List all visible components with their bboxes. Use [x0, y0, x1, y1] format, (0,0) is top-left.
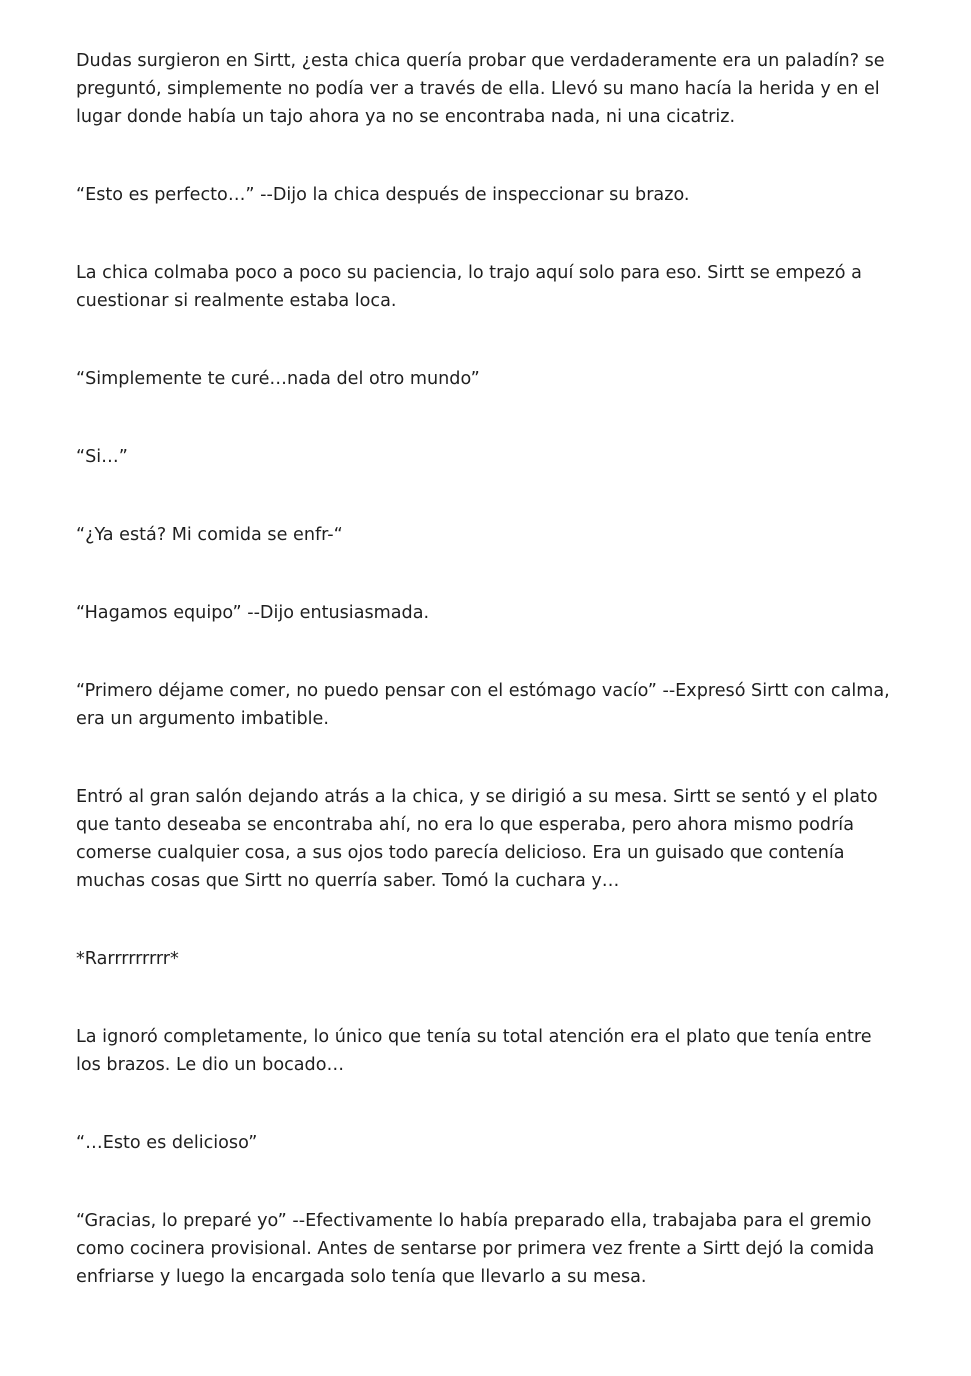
paragraph-12: “…Esto es delicioso”: [76, 1133, 258, 1153]
paragraph-3: La chica colmaba poco a poco su paciencia, lo trajo aquí solo para eso. Sirtt se empezó a cuestionar si realmente estaba loca.: [76, 263, 862, 311]
paragraph-4: “Simplemente te curé…nada del otro mundo”: [76, 369, 480, 389]
paragraph-11: La ignoró completamente, lo único que tenía su total atención era el plato que tenía entre los brazos. Le dio un bocado…: [76, 1027, 872, 1075]
paragraph-6: “¿Ya está? Mi comida se enfr-“: [76, 525, 343, 545]
paragraph-2: “Esto es perfecto…” --Dijo la chica después de inspeccionar su brazo.: [76, 185, 690, 205]
paragraph-8: “Primero déjame comer, no puedo pensar con el estómago vacío” --Expresó Sirtt con calma, era un argumento imbatible.: [76, 681, 890, 729]
paragraph-7: “Hagamos equipo” --Dijo entusiasmada.: [76, 603, 430, 623]
paragraph-1: Dudas surgieron en Sirtt, ¿esta chica quería probar que verdaderamente era un paladín? se preguntó, simplemente no podía ver a través de ella. Llevó su mano hacía la herida y en el lugar donde había un tajo ahora ya no se encontraba nada, ni una cicatriz.: [76, 51, 885, 127]
paragraph-9: Entró al gran salón dejando atrás a la chica, y se dirigió a su mesa. Sirtt se sentó y el plato que tanto deseaba se encontraba ahí, no era lo que esperaba, pero ahora mismo podría comerse cualquier cosa, a sus ojos todo parecía delicioso. Era un guisado que contenía muchas cosas que Sirtt no querría saber. Tomó la cuchara y…: [76, 787, 878, 891]
paragraph-10: *Rarrrrrrrrr*: [76, 949, 179, 969]
document-page: [76, 47, 896, 1291]
paragraph-5: “Si…”: [76, 447, 128, 467]
paragraph-13: “Gracias, lo preparé yo” --Efectivamente lo había preparado ella, trabajaba para el gremio como cocinera provisional. Antes de sentarse por primera vez frente a Sirtt dejó la comida enfriarse y luego la encargada solo tenía que llevarlo a su mesa.: [76, 1211, 875, 1287]
